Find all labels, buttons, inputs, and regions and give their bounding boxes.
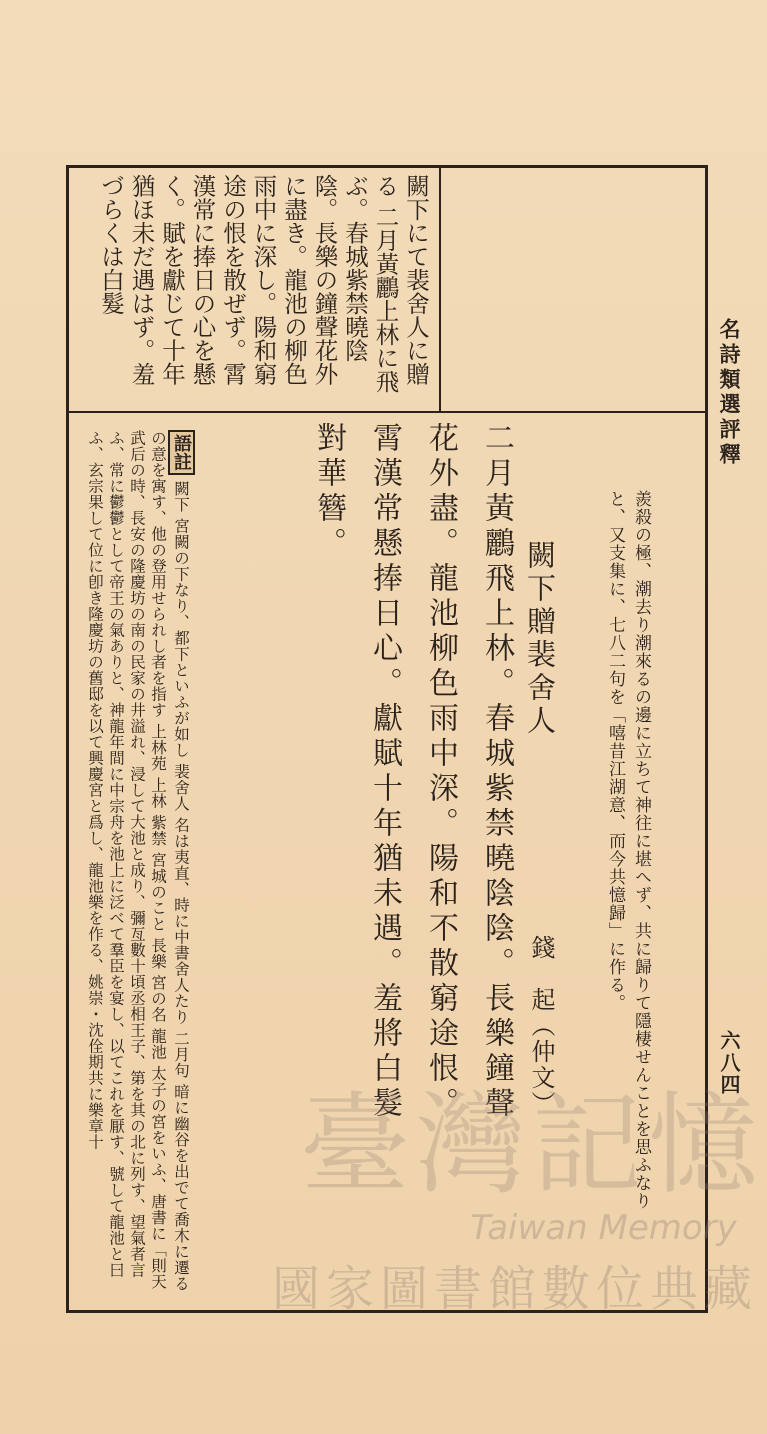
kana-reading: 闕下にて裴舍人に贈る 二月黃鸝上林に飛ぶ。春城紫禁曉陰陰。長樂の鐘聲花外に盡き。龍池の柳色雨中に深し。陽和窮途の恨を散ぜず。霄漢常に捧日の心を懸く。賦を獻じて十年猶ほ未だ遇はず。羞づらくは白髮 — [97, 174, 430, 393]
previous-commentary: 羨殺の極、潮去り潮來るの邊に立ちて神往に堪へず、共に歸りて隱棲せんことを思ふなりと、又支集に、七八二句を「嘻昔江湖意、而今共憶歸」に作る。 — [605, 490, 651, 1210]
reading-box — [69, 168, 705, 413]
poem-title: 闕下贈裴舍人 — [523, 540, 557, 738]
annotation-block — [84, 430, 195, 1300]
poem-line: 二月黃鸝飛上林。春城紫禁曉陰陰。長樂鐘聲 — [479, 422, 514, 1122]
watermark-logo: 臺灣記憶 — [300, 1081, 764, 1209]
poem-line: 霄漢常懸捧日心。獻賦十年猶未遇。羞將白髮 — [367, 422, 402, 1122]
poem-line: 對華簪。 — [311, 422, 346, 562]
watermark-english: Taiwan Memory — [470, 1208, 737, 1248]
annotation-tag: 語註 — [168, 430, 195, 475]
watermark-chinese: 國家圖書館數位典藏 — [272, 1261, 759, 1317]
running-title: 名詩類選評釋 — [717, 318, 742, 468]
page-number: 六八四 — [717, 1030, 741, 1096]
annotation-text: 闕下 宮闕の下なり、都下といふが如し 裴舍人 名は夷直、時に中書舍人たり 二月句 暗に幽谷を出でて喬木に遷るの意を寓す、他の登用せられし者を指す 上林苑 上林 紫禁 宮城のこと 長樂 宮の名 龍池 太子の宮をいふ、唐書に「則天武后の時、長安の隆慶坊の南の民家の井溢れ、浸して大池と成り、彌亙數十頃丞相王子、第を其の北に列す、望氣者言ふ、常に鬱鬱として帝王の氣ありと、神龍年間に中宗舟を池上に泛べて羣臣を宴し、以てこれを厭す、號して龍池と曰ふ、玄宗果して位に卽き隆慶坊の舊邸を以て興慶宮と爲し、龍池樂を作る、姚崇・沈佺期共に樂章十 — [86, 430, 190, 1292]
poem-author: 錢 起（仲文） — [527, 935, 555, 1117]
poem-line: 花外盡。龍池柳色雨中深。陽和不散窮途恨。 — [423, 422, 458, 1122]
reading-box-inner — [69, 168, 441, 411]
